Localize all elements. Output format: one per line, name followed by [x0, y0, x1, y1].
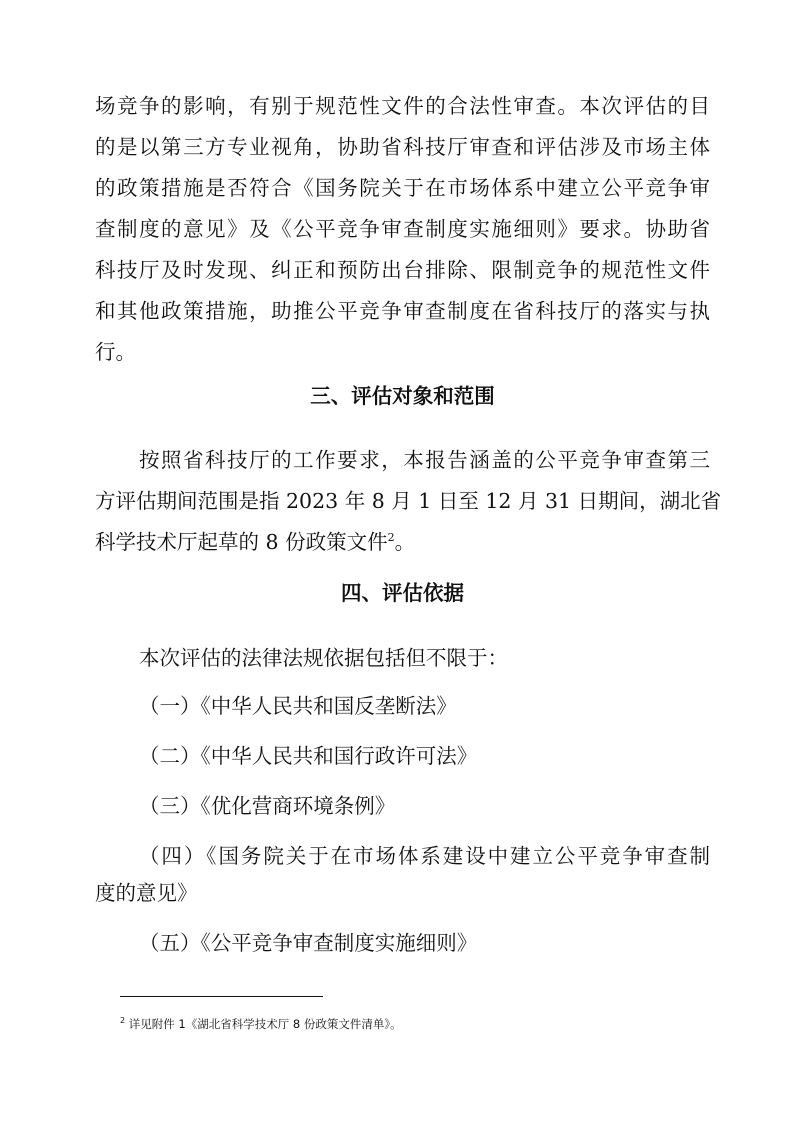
paragraph-line: 按照省科技厅的工作要求，本报告涵盖的公平竞争审查第三	[139, 448, 710, 472]
list-item: （四）《国务院关于在市场体系建设中建立公平竞争审查制	[139, 844, 710, 868]
paragraph-line: 科技厅及时发现、纠正和预防出台排除、限制竞争的规范性文件	[95, 258, 710, 282]
footnote	[120, 1017, 402, 1031]
section-heading-scope: 三、评估对象和范围	[310, 384, 495, 408]
footnote-number: 2	[120, 1016, 126, 1026]
footnote-reference[interactable]: 2	[387, 531, 395, 545]
footnote-separator	[120, 996, 323, 997]
list-item: （二）《中华人民共和国行政许可法》	[139, 744, 478, 768]
paragraph-line: 的是以第三方专业视角，协助省科技厅审查和评估涉及市场主体	[95, 135, 710, 159]
paragraph-text: 。	[394, 530, 416, 554]
paragraph-line: 行。	[95, 340, 136, 364]
section-heading-basis: 四、评估依据	[341, 581, 464, 605]
list-item: （三）《优化营商环境条例》	[139, 794, 396, 818]
paragraph-line: 查制度的意见》及《公平竞争审查制度实施细则》要求。协助省	[95, 217, 710, 241]
paragraph-line: 的政策措施是否符合《国务院关于在市场体系中建立公平竞争审	[95, 176, 710, 200]
paragraph-line: 方评估期间范围是指 2023 年 8 月 1 日至 12 月 31 日期间，湖北省	[95, 489, 722, 513]
list-item: （五）《公平竞争审查制度实施细则》	[139, 931, 478, 955]
paragraph-line: 和其他政策措施，助推公平竞争审查制度在省科技厅的落实与执	[95, 299, 710, 323]
list-item-continuation: 度的意见》	[95, 881, 198, 905]
paragraph-line: 本次评估的法律法规依据包括但不限于：	[139, 646, 508, 670]
list-item: （一）《中华人民共和国反垄断法》	[139, 694, 457, 718]
paragraph-line: 场竞争的影响，有别于规范性文件的合法性审查。本次评估的目	[95, 94, 710, 118]
paragraph-text: 科学技术厅起草的 8 份政策文件	[95, 530, 388, 554]
paragraph-line	[95, 529, 710, 555]
footnote-text: 详见附件 1《湖北省科学技术厅 8 份政策文件清单》。	[125, 1017, 402, 1031]
